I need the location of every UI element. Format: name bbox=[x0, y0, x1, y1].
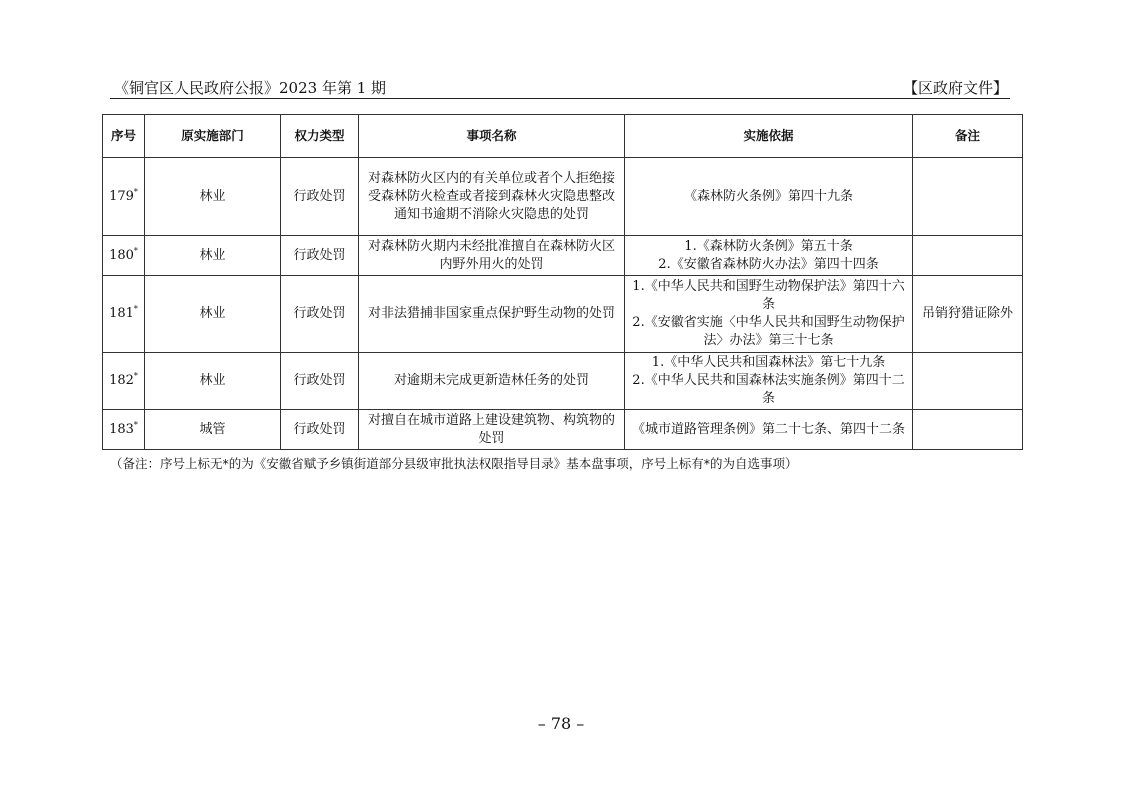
row-dept: 林业 bbox=[145, 158, 281, 236]
row-type: 行政处罚 bbox=[281, 276, 359, 353]
row-dept: 林业 bbox=[145, 236, 281, 276]
row-item: 对擅自在城市道路上建设建筑物、构筑物的处罚 bbox=[359, 410, 625, 450]
col-header-dept: 原实施部门 bbox=[145, 115, 281, 158]
row-dept: 林业 bbox=[145, 276, 281, 353]
table-header-row bbox=[103, 115, 1023, 158]
table-row bbox=[103, 353, 1023, 410]
row-note bbox=[913, 410, 1023, 450]
row-dept: 林业 bbox=[145, 353, 281, 410]
row-item: 对森林防火期内未经批准擅自在森林防火区内野外用火的处罚 bbox=[359, 236, 625, 276]
row-note bbox=[913, 353, 1023, 410]
row-number: 182* bbox=[103, 353, 145, 410]
page-number: – 78 – bbox=[537, 714, 585, 733]
row-number: 180* bbox=[103, 236, 145, 276]
table-row bbox=[103, 236, 1023, 276]
row-note bbox=[913, 236, 1023, 276]
row-basis: 1.《中华人民共和国森林法》第七十九条 2.《中华人民共和国森林法实施条例》第四十二条 bbox=[625, 353, 913, 410]
row-basis: 1.《中华人民共和国野生动物保护法》第四十六条 2.《安徽省实施〈中华人民共和国野生动物保护法〉办法》第三十七条 bbox=[625, 276, 913, 353]
header-divider bbox=[110, 98, 1010, 99]
col-header-num: 序号 bbox=[103, 115, 145, 158]
row-basis: 《森林防火条例》第四十九条 bbox=[625, 158, 913, 236]
table-footnote: （备注：序号上标无*的为《安徽省赋予乡镇街道部分县级审批执法权限指导目录》基本盘事项，序号上标有*的为自选事项） bbox=[110, 456, 798, 471]
row-type: 行政处罚 bbox=[281, 236, 359, 276]
table-row bbox=[103, 158, 1023, 236]
row-type: 行政处罚 bbox=[281, 410, 359, 450]
power-list-table bbox=[102, 114, 1023, 450]
row-note bbox=[913, 158, 1023, 236]
row-number: 181* bbox=[103, 276, 145, 353]
row-basis: 1.《森林防火条例》第五十条 2.《安徽省森林防火办法》第四十四条 bbox=[625, 236, 913, 276]
row-basis: 《城市道路管理条例》第二十七条、第四十二条 bbox=[625, 410, 913, 450]
table-row bbox=[103, 276, 1023, 353]
row-note: 吊销狩猎证除外 bbox=[913, 276, 1023, 353]
col-header-note: 备注 bbox=[913, 115, 1023, 158]
row-dept: 城管 bbox=[145, 410, 281, 450]
col-header-basis: 实施依据 bbox=[625, 115, 913, 158]
col-header-type: 权力类型 bbox=[281, 115, 359, 158]
row-item: 对逾期未完成更新造林任务的处罚 bbox=[359, 353, 625, 410]
row-number: 183* bbox=[103, 410, 145, 450]
row-type: 行政处罚 bbox=[281, 353, 359, 410]
row-type: 行政处罚 bbox=[281, 158, 359, 236]
row-item: 对非法猎捕非国家重点保护野生动物的处罚 bbox=[359, 276, 625, 353]
row-item: 对森林防火区内的有关单位或者个人拒绝接受森林防火检查或者接到森林火灾隐患整改通知书逾期不消除火灾隐患的处罚 bbox=[359, 158, 625, 236]
table-row bbox=[103, 410, 1023, 450]
bulletin-title: 《铜官区人民政府公报》2023 年第 1 期 bbox=[114, 79, 387, 97]
col-header-item: 事项名称 bbox=[359, 115, 625, 158]
row-number: 179* bbox=[103, 158, 145, 236]
section-label: 【区政府文件】 bbox=[902, 79, 1008, 97]
